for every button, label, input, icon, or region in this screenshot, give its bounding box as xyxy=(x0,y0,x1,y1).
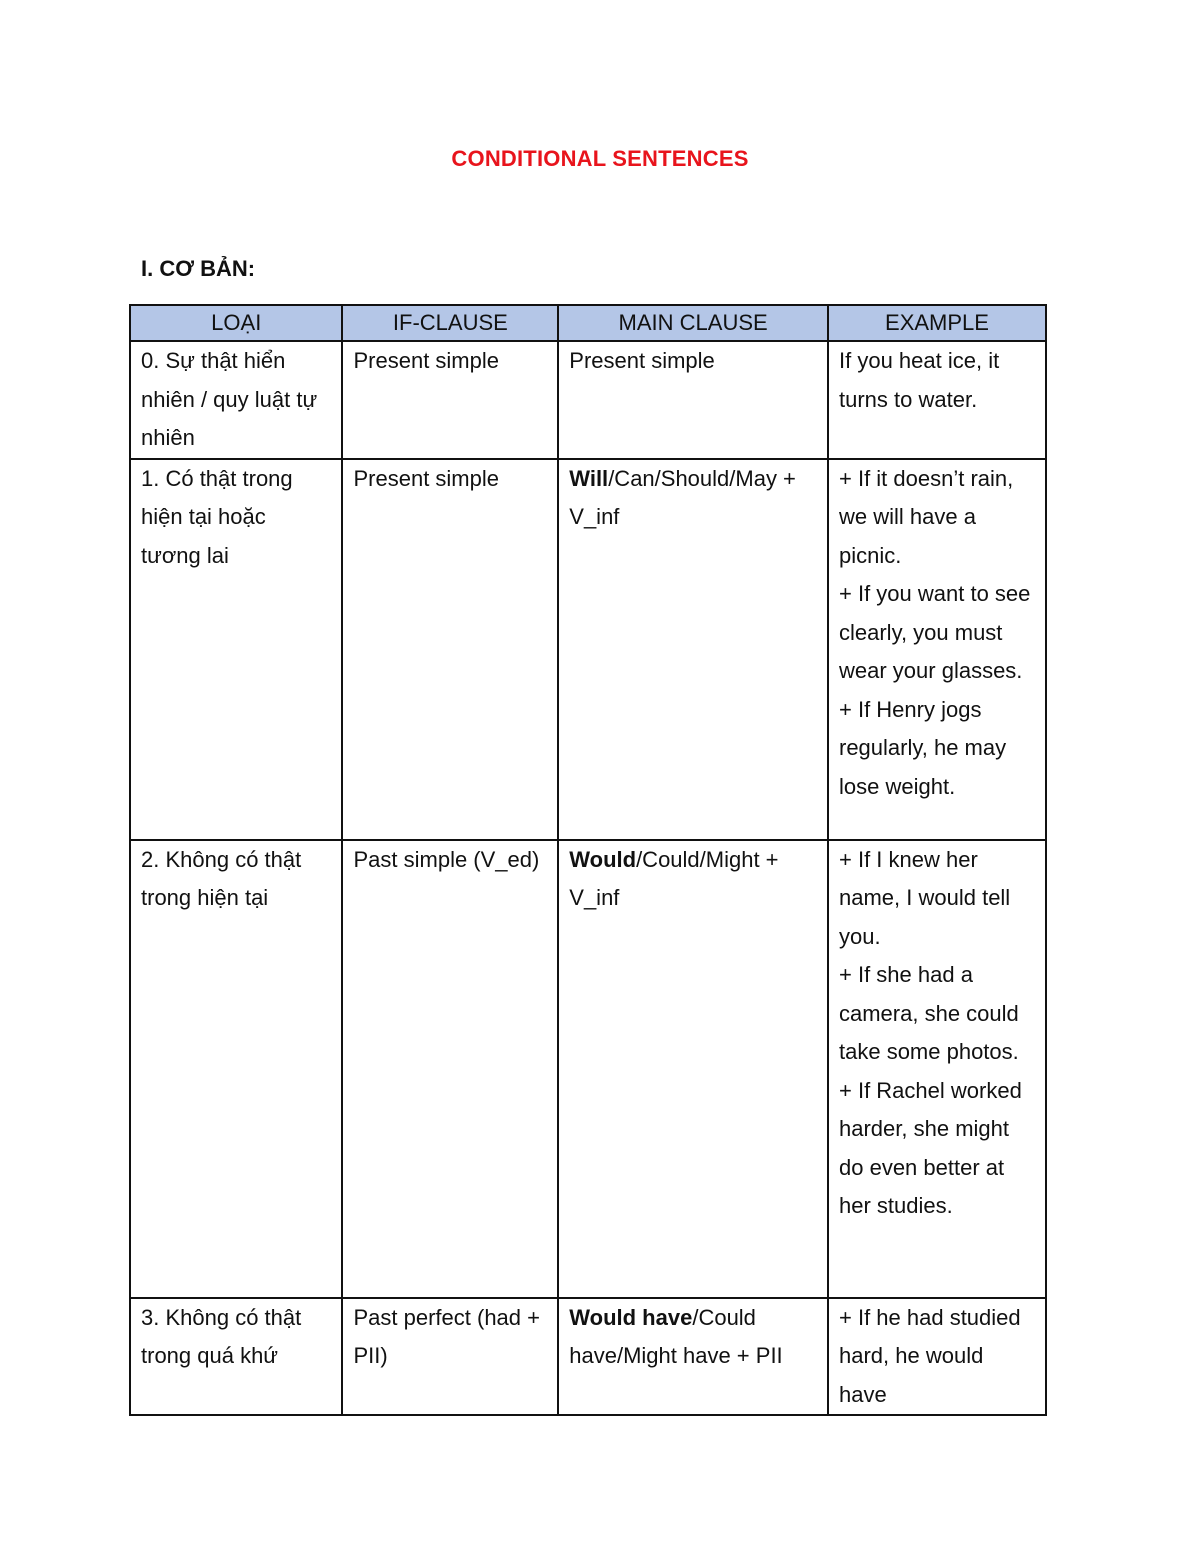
type-text: 1. Có thật trong hiện tại hoặc tương lai xyxy=(141,465,293,568)
example-text: + If he had studied hard, he would have xyxy=(839,1304,1021,1407)
main-clause-text: /Can/Should/May + V_inf xyxy=(569,465,796,529)
table-row xyxy=(130,1298,1046,1416)
example-text: + If you want to see clearly, you must wear your glasses. xyxy=(839,581,1031,683)
example-text: + If Henry jogs regularly, he may lose weight. xyxy=(839,696,1007,799)
table-row xyxy=(130,341,1046,459)
cell-example xyxy=(828,840,1046,1298)
type-text: 0. Sự thật hiển nhiên / quy luật tự nhiên xyxy=(141,348,318,450)
header-example: EXAMPLE xyxy=(828,305,1046,341)
cell-main-clause xyxy=(558,840,828,1298)
header-type: LOẠI xyxy=(130,305,342,341)
main-clause-bold: Would have xyxy=(569,1304,693,1330)
document-title: CONDITIONAL SENTENCES xyxy=(451,146,749,171)
cell-main-clause xyxy=(558,341,828,459)
cell-if-clause xyxy=(342,341,558,459)
if-clause-text: Present simple xyxy=(353,465,499,491)
main-clause-text: /Could have/Might have + PII xyxy=(569,1304,783,1368)
cell-if-clause xyxy=(342,459,558,840)
cell-type xyxy=(130,459,342,840)
cell-type xyxy=(130,840,342,1298)
table-row xyxy=(130,840,1046,1298)
main-clause-bold: Would xyxy=(569,846,637,872)
cell-type xyxy=(130,1298,342,1416)
type-text: 2. Không có thật trong hiện tại xyxy=(141,846,302,910)
type-text: 3. Không có thật trong quá khứ xyxy=(141,1304,302,1368)
cell-main-clause xyxy=(558,459,828,840)
cell-example xyxy=(828,459,1046,840)
example-text: + If she had a camera, she could take some photos. xyxy=(839,962,1019,1064)
if-clause-text: Past perfect (had + PII) xyxy=(353,1304,540,1368)
cell-if-clause xyxy=(342,1298,558,1416)
cell-main-clause xyxy=(558,1298,828,1416)
cell-if-clause xyxy=(342,840,558,1298)
header-main-clause: MAIN CLAUSE xyxy=(558,305,828,341)
conditionals-table xyxy=(129,304,1047,1416)
if-clause-text: Past simple (V_ed) xyxy=(353,846,540,872)
main-clause-text: Present simple xyxy=(569,348,715,373)
table-row xyxy=(130,459,1046,840)
if-clause-text: Present simple xyxy=(353,348,499,373)
cell-example xyxy=(828,341,1046,459)
example-text: + If it doesn’t rain, we will have a picnic. xyxy=(839,465,1014,568)
header-if-clause: IF-CLAUSE xyxy=(342,305,558,341)
example-text: If you heat ice, it turns to water. xyxy=(839,348,1000,412)
cell-example xyxy=(828,1298,1046,1416)
example-text: + If I knew her name, I would tell you. xyxy=(839,846,1011,949)
section-heading: I. CƠ BẢN: xyxy=(141,256,256,281)
example-text: + If Rachel worked harder, she might do even better at her studies. xyxy=(839,1077,1022,1218)
main-clause-bold: Will xyxy=(569,465,609,491)
main-clause-text: /Could/Might + V_inf xyxy=(569,846,779,910)
table-header-row xyxy=(130,305,1046,341)
cell-type xyxy=(130,341,342,459)
